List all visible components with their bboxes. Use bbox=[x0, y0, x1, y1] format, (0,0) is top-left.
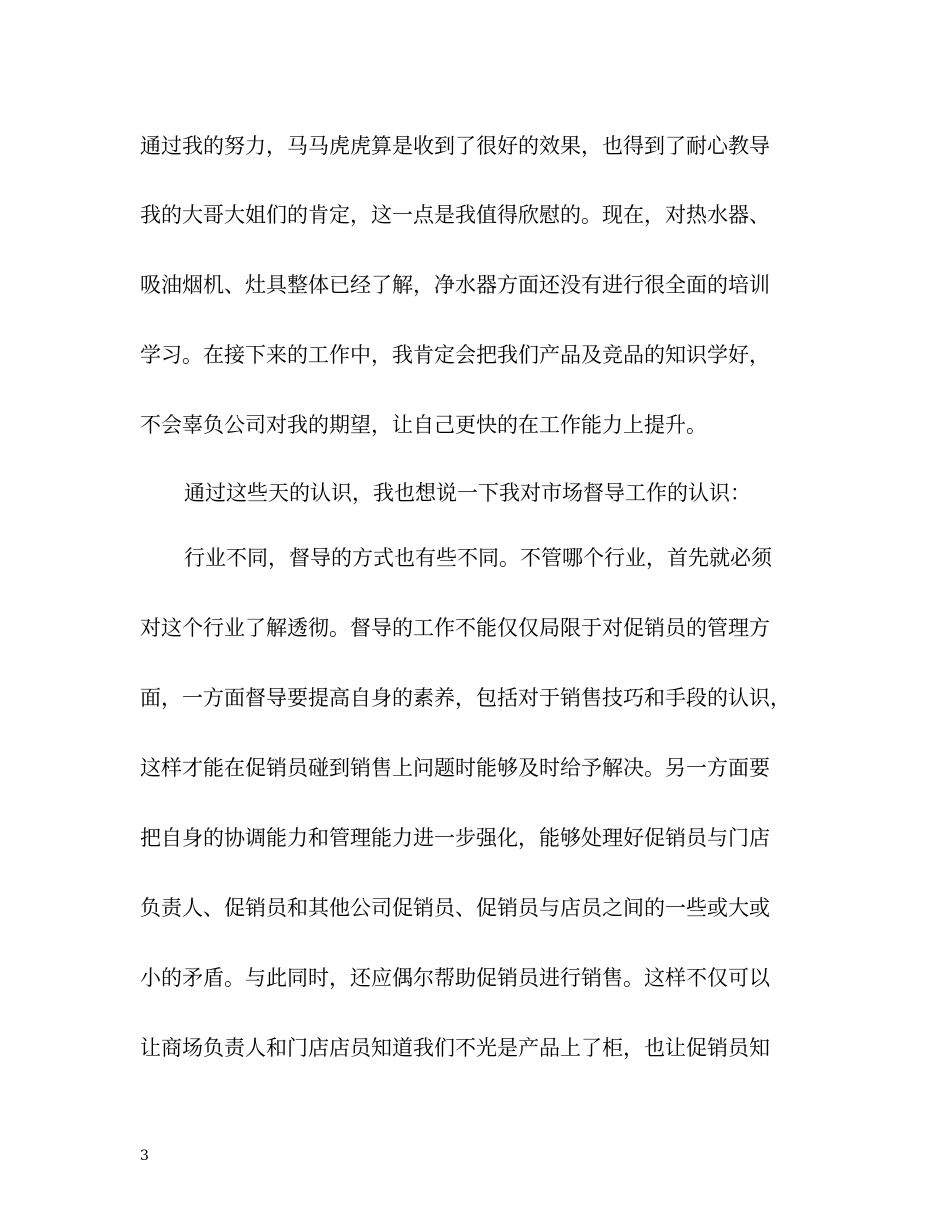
text-line: 通过我的努力，马马虎虎算是收到了很好的效果，也得到了耐心教导 bbox=[140, 134, 770, 158]
paragraph-first-line: 通过这些天的认识，我也想说一下我对市场督导工作的认识： bbox=[184, 481, 751, 505]
text-line: 吸油烟机、灶具整体已经了解，净水器方面还没有进行很全面的培训 bbox=[140, 273, 770, 297]
text-line: 我的大哥大姐们的肯定，这一点是我值得欣慰的。现在，对热水器、 bbox=[140, 203, 770, 227]
text-line: 不会辜负公司对我的期望，让自己更快的在工作能力上提升。 bbox=[140, 413, 707, 437]
text-line: 学习。在接下来的工作中，我肯定会把我们产品及竞品的知识学好， bbox=[140, 343, 770, 367]
text-line: 负责人、促销员和其他公司促销员、促销员与店员之间的一些或大或 bbox=[140, 896, 770, 920]
page-number: 3 bbox=[140, 1148, 149, 1164]
text-line: 让商场负责人和门店店员知道我们不光是产品上了柜，也让促销员知 bbox=[140, 1036, 770, 1060]
text-line: 小的矛盾。与此同时，还应偶尔帮助促销员进行销售。这样不仅可以 bbox=[140, 966, 770, 990]
text-line: 对这个行业了解透彻。督导的工作不能仅仅局限于对促销员的管理方 bbox=[140, 616, 770, 640]
paragraph-first-line: 行业不同，督导的方式也有些不同。不管哪个行业，首先就必须 bbox=[184, 546, 772, 570]
text-line: 这样才能在促销员碰到销售上问题时能够及时给予解决。另一方面要 bbox=[140, 756, 770, 780]
text-line: 面，一方面督导要提高自身的素养，包括对于销售技巧和手段的认识， bbox=[140, 686, 791, 710]
text-line: 把自身的协调能力和管理能力进一步强化，能够处理好促销员与门店 bbox=[140, 826, 770, 850]
